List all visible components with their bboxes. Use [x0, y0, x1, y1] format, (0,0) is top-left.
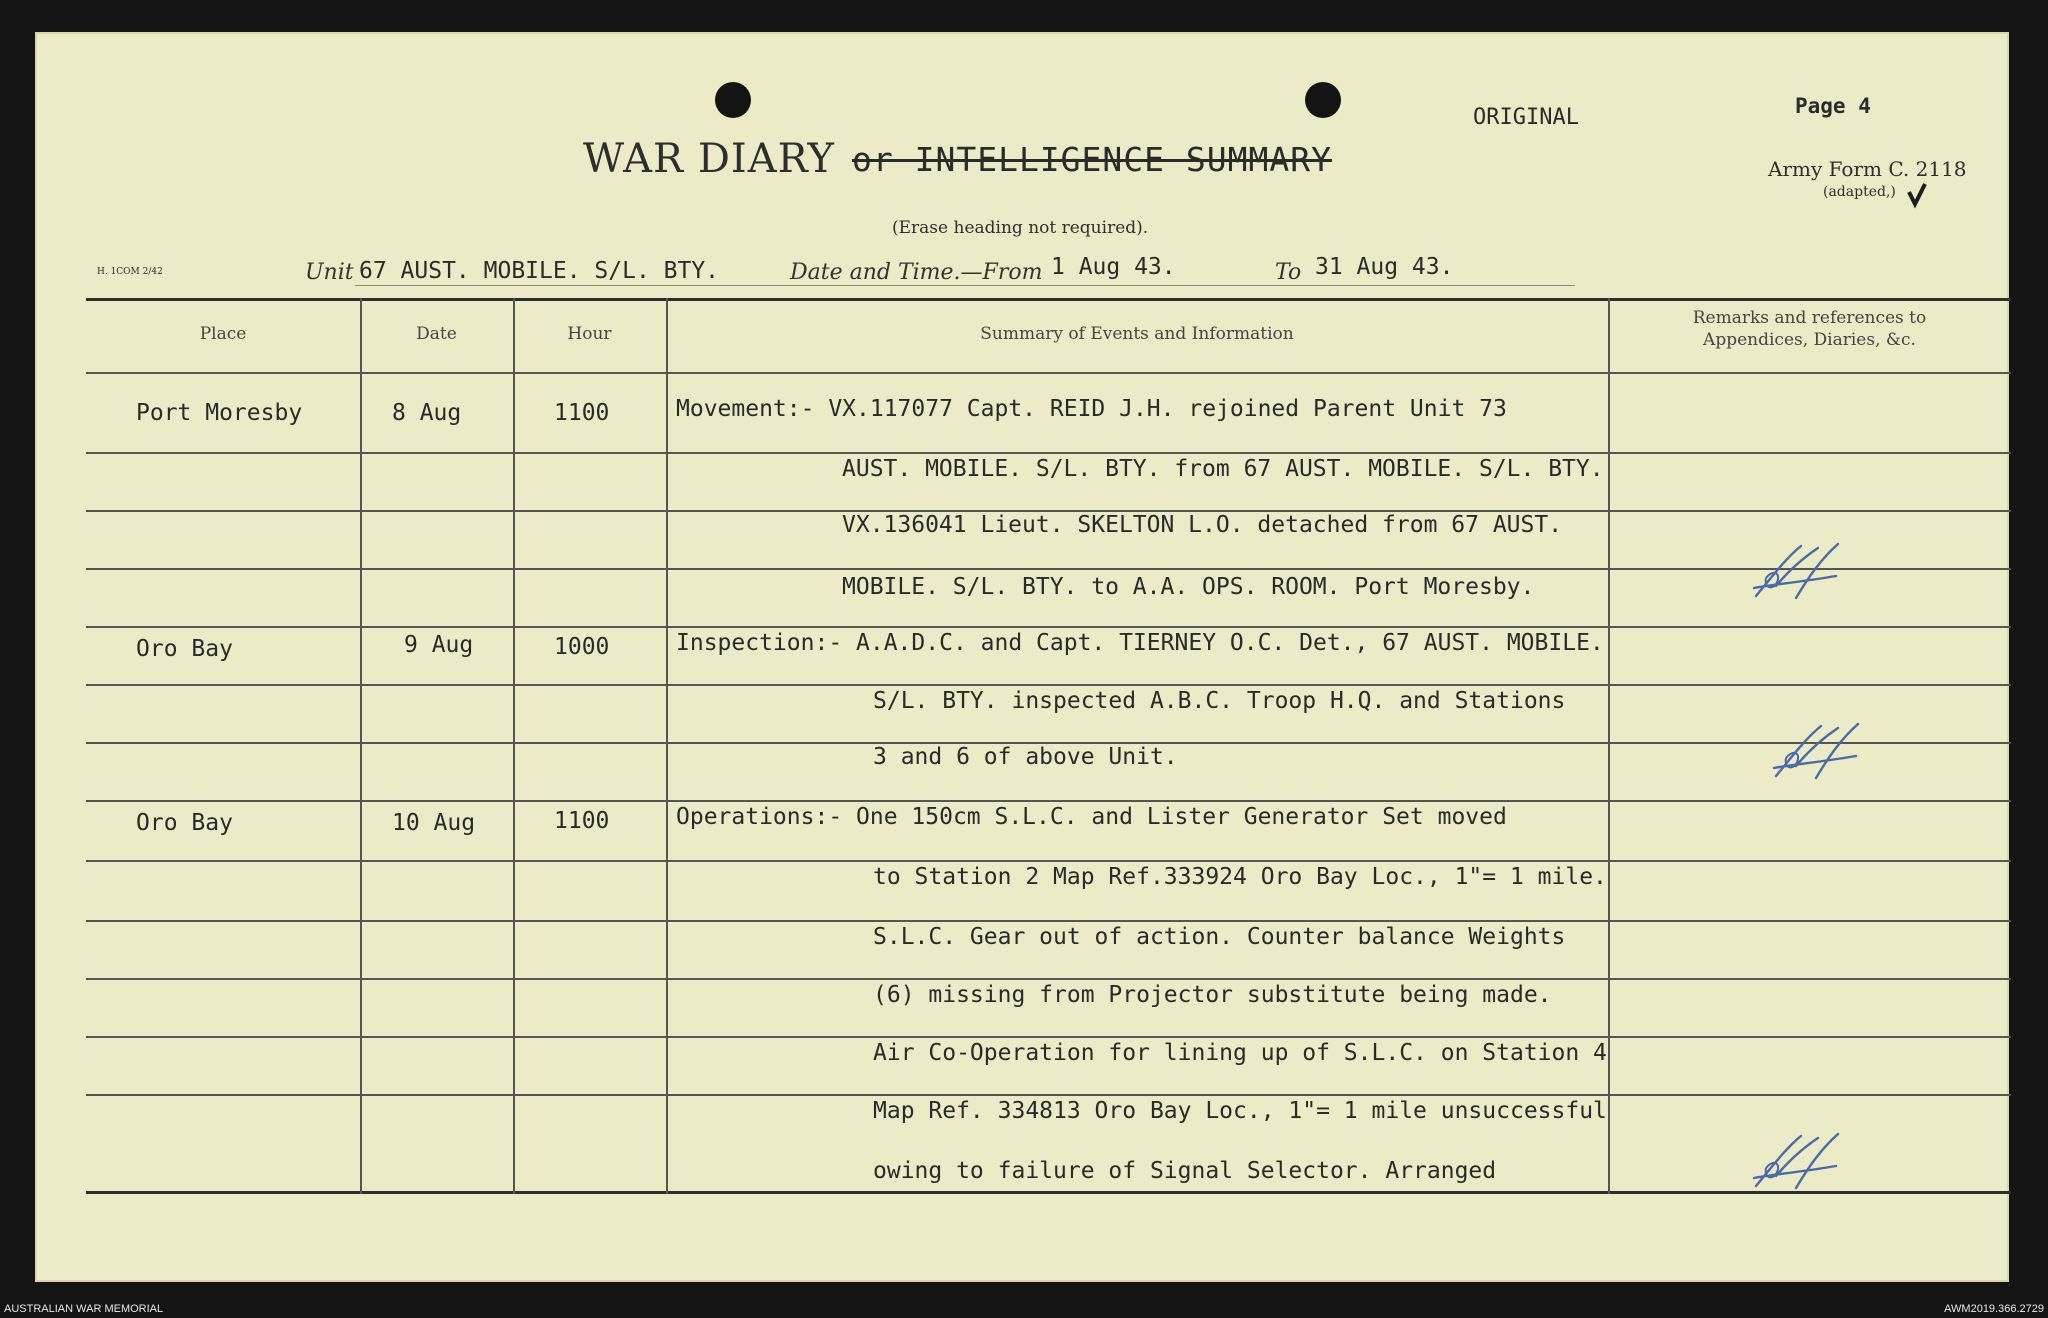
- date-to-label: To: [1275, 260, 1302, 285]
- initials-signature: [1766, 718, 1876, 788]
- entry-line: VX.136041 Lieut. SKELTON L.O. detached from 67 AUST.: [842, 512, 1563, 538]
- initials-signature: [1746, 538, 1856, 608]
- entry-line: S/L. BTY. inspected A.B.C. Troop H.Q. and Stations: [873, 688, 1566, 714]
- entry-line: Map Ref. 334813 Oro Bay Loc., 1"= 1 mile unsuccessful: [873, 1098, 1607, 1124]
- row-rule: [86, 920, 2011, 922]
- col-header-hour: Hour: [567, 324, 612, 344]
- date-to-value: 31 Aug 43.: [1315, 254, 1454, 280]
- row-rule: [86, 1036, 2011, 1038]
- diary-page: [35, 32, 2009, 1282]
- entry-date: 9 Aug: [404, 632, 474, 658]
- entry-line: Inspection:- A.A.D.C. and Capt. TIERNEY O.C. Det., 67 AUST. MOBILE.: [676, 630, 1604, 656]
- entry-place: Port Moresby: [136, 400, 303, 426]
- adapted-note: (adapted,): [1823, 184, 1896, 200]
- table-bottom-rule: [86, 1191, 2011, 1194]
- diary-table: [86, 298, 2011, 1194]
- entry-date: 8 Aug: [392, 400, 462, 426]
- row-rule: [86, 452, 2011, 454]
- entry-line: (6) missing from Projector substitute being made.: [873, 982, 1552, 1008]
- entry-place: Oro Bay: [136, 636, 233, 662]
- col-header-remarks-line1: Remarks and references to: [1692, 308, 1927, 328]
- entry-line: AUST. MOBILE. S/L. BTY. from 67 AUST. MOBILE. S/L. BTY.: [842, 456, 1604, 482]
- punch-hole-right: [1305, 82, 1341, 118]
- unit-value: 67 AUST. MOBILE. S/L. BTY.: [359, 258, 720, 284]
- entry-hour: 1000: [554, 634, 610, 660]
- entry-line: MOBILE. S/L. BTY. to A.A. OPS. ROOM. Port Moresby.: [842, 574, 1535, 600]
- row-rule: [86, 626, 2011, 628]
- army-form-number: Army Form C. 2118: [1768, 157, 1967, 181]
- row-rule: [86, 860, 2011, 862]
- row-rule: [86, 684, 2011, 686]
- header-underline: [355, 285, 1575, 286]
- entry-date: 10 Aug: [392, 810, 476, 836]
- entry-line: Air Co-Operation for lining up of S.L.C. on Station 4: [873, 1040, 1607, 1066]
- struck-heading: or INTELLIGENCE SUMMARY: [852, 140, 1332, 179]
- page-title: WAR DIARY: [583, 136, 835, 182]
- entry-line: Movement:- VX.117077 Capt. REID J.H. rejoined Parent Unit 73: [676, 396, 1507, 422]
- col-rule-hour: [513, 298, 515, 1194]
- entry-line: 3 and 6 of above Unit.: [873, 744, 1178, 770]
- row-rule: [86, 800, 2011, 802]
- footer-accession-number: AWM2019.366.2729: [1944, 1303, 2044, 1315]
- col-header-summary: Summary of Events and Information: [980, 324, 1294, 344]
- footer-credit: AUSTRALIAN WAR MEMORIAL: [4, 1303, 164, 1315]
- col-header-place: Place: [199, 324, 247, 344]
- col-header-date: Date: [416, 324, 457, 344]
- initials-signature: [1746, 1128, 1856, 1198]
- row-rule: [86, 568, 2011, 570]
- date-from-label: Date and Time.—From: [790, 260, 1043, 285]
- entry-hour: 1100: [554, 400, 610, 426]
- form-code: H. 1COM 2/42: [97, 267, 163, 277]
- entry-line: owing to failure of Signal Selector. Arranged: [873, 1158, 1497, 1184]
- entry-line: Operations:- One 150cm S.L.C. and Lister Generator Set moved: [676, 804, 1507, 830]
- col-header-remarks-line2: Appendices, Diaries, &c.: [1703, 330, 1916, 350]
- page-number: Page 4: [1795, 94, 1871, 118]
- col-rule-summary: [666, 298, 668, 1194]
- punch-hole-left: [715, 82, 751, 118]
- row-rule: [86, 1094, 2011, 1096]
- tick-mark-icon: [1905, 180, 1929, 210]
- entry-line: S.L.C. Gear out of action. Counter balance Weights: [873, 924, 1566, 950]
- row-rule: [86, 978, 2011, 980]
- original-stamp: ORIGINAL: [1473, 105, 1579, 130]
- unit-label: Unit: [305, 260, 354, 285]
- entry-hour: 1100: [554, 808, 610, 834]
- erase-note: (Erase heading not required).: [892, 218, 1149, 238]
- entry-place: Oro Bay: [136, 810, 233, 836]
- table-top-rule: [86, 298, 2011, 301]
- header-rule: [86, 372, 2011, 374]
- col-rule-remarks: [1608, 298, 1610, 1194]
- entry-line: to Station 2 Map Ref.333924 Oro Bay Loc., 1"= 1 mile.: [873, 864, 1607, 890]
- col-rule-date: [360, 298, 362, 1194]
- date-from-value: 1 Aug 43.: [1051, 254, 1176, 280]
